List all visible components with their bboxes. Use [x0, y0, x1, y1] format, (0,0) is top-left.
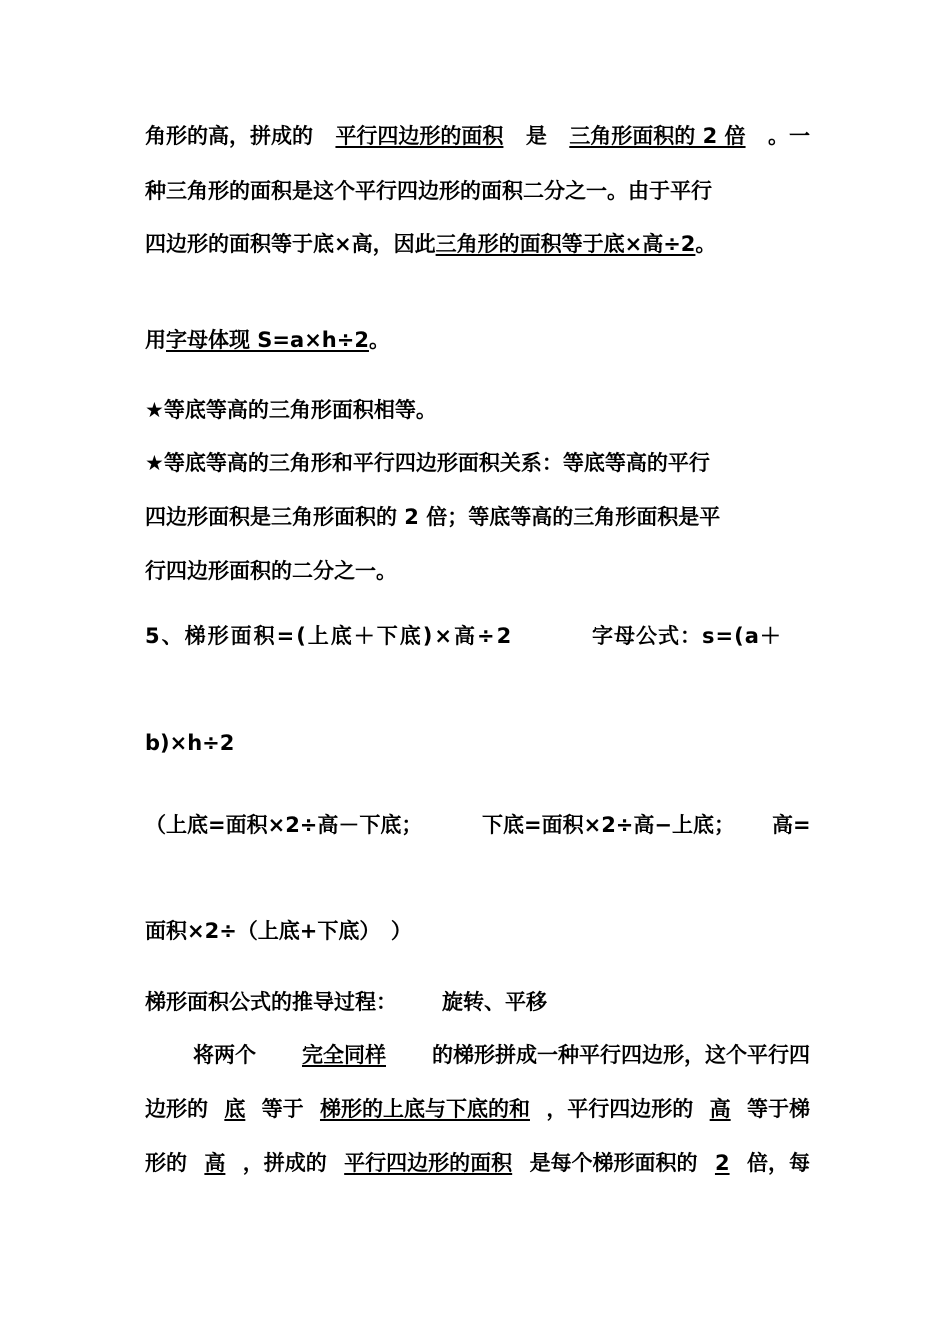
trapezoid-formula: 5、梯形面积=(上底＋下底)×高÷2: [145, 624, 514, 648]
paragraph-2-line-2: [145, 1095, 810, 1123]
height-formula: 高=: [772, 813, 811, 837]
star-note-2-line-1: ★等底等高的三角形和平行四边形面积关系：等底等高的平行: [145, 451, 710, 475]
text-segment: 角形的高，拼成的: [145, 124, 313, 148]
paragraph-2-line-3: [145, 1149, 810, 1177]
underlined-text: 高: [709, 1097, 731, 1121]
paragraph-2-line-1: [193, 1041, 810, 1069]
underlined-formula: 字母体现 S=a×h÷2: [166, 328, 369, 352]
underlined-text: 三角形面积的 2 倍: [569, 124, 746, 148]
text-segment: 等于梯: [746, 1097, 810, 1121]
derivation-title: 梯形面积公式的推导过程：: [145, 990, 397, 1014]
derivation-process-line: [145, 988, 810, 1016]
paragraph-1-line-2: 种三角形的面积是这个平行四边形的面积二分之一。由于平行: [145, 179, 712, 203]
derived-formulas-line-1: [145, 811, 810, 839]
underlined-text: 梯形的上底与下底的和: [319, 1097, 530, 1121]
text-segment: 边形的: [145, 1097, 208, 1121]
derivation-steps: 旋转、平移: [442, 990, 547, 1014]
derived-formulas-line-2: 面积×2÷（上底+下底） ）: [145, 919, 412, 943]
trapezoid-letter-formula: 字母公式：s=(a＋: [592, 624, 782, 648]
text-segment: 。一: [767, 124, 810, 148]
letter-formula-line: [145, 326, 810, 354]
text-segment: 倍，每: [746, 1151, 810, 1175]
text-segment: 将两个: [193, 1043, 256, 1067]
text-segment: 的梯形拼成一种平行四边形，这个平行四: [432, 1043, 810, 1067]
text-segment: 形的: [145, 1151, 187, 1175]
underlined-text: 完全同样: [302, 1043, 386, 1067]
star-note-2-line-2: 四边形面积是三角形面积的 2 倍；等底等高的三角形面积是平: [145, 505, 721, 529]
underlined-text: 平行四边形的面积: [335, 124, 504, 148]
underlined-text: 高: [204, 1151, 226, 1175]
text-segment: 是每个梯形面积的: [529, 1151, 698, 1175]
text-segment: ，平行四边形的: [546, 1097, 694, 1121]
underlined-text: 三角形的面积等于底×高÷2: [435, 232, 696, 256]
star-note-2-line-3: 行四边形面积的二分之一。: [145, 559, 397, 583]
text-segment: 是: [525, 124, 547, 148]
underlined-text: 平行四边形的面积: [344, 1151, 513, 1175]
paragraph-1-line-1: [145, 122, 810, 150]
trapezoid-formula-line: [145, 622, 810, 650]
text-segment: 四边形的面积等于底×高，因此: [145, 232, 436, 256]
underlined-text: 2: [714, 1151, 730, 1175]
text-segment: 用: [145, 328, 166, 352]
text-segment: 。: [695, 232, 717, 256]
trapezoid-letter-formula-continued: b)×h÷2: [145, 731, 235, 755]
text-segment: ，拼成的: [242, 1151, 327, 1175]
star-note-1: ★等底等高的三角形面积相等。: [145, 398, 437, 422]
text-segment: 等于: [261, 1097, 304, 1121]
text-segment: 。: [368, 328, 390, 352]
lower-base-formula: 下底=面积×2÷高−上底；: [482, 813, 735, 837]
upper-base-formula: （上底=面积×2÷高－下底；: [145, 813, 423, 837]
underlined-text: 底: [224, 1097, 246, 1121]
paragraph-1-line-3: [145, 230, 810, 258]
